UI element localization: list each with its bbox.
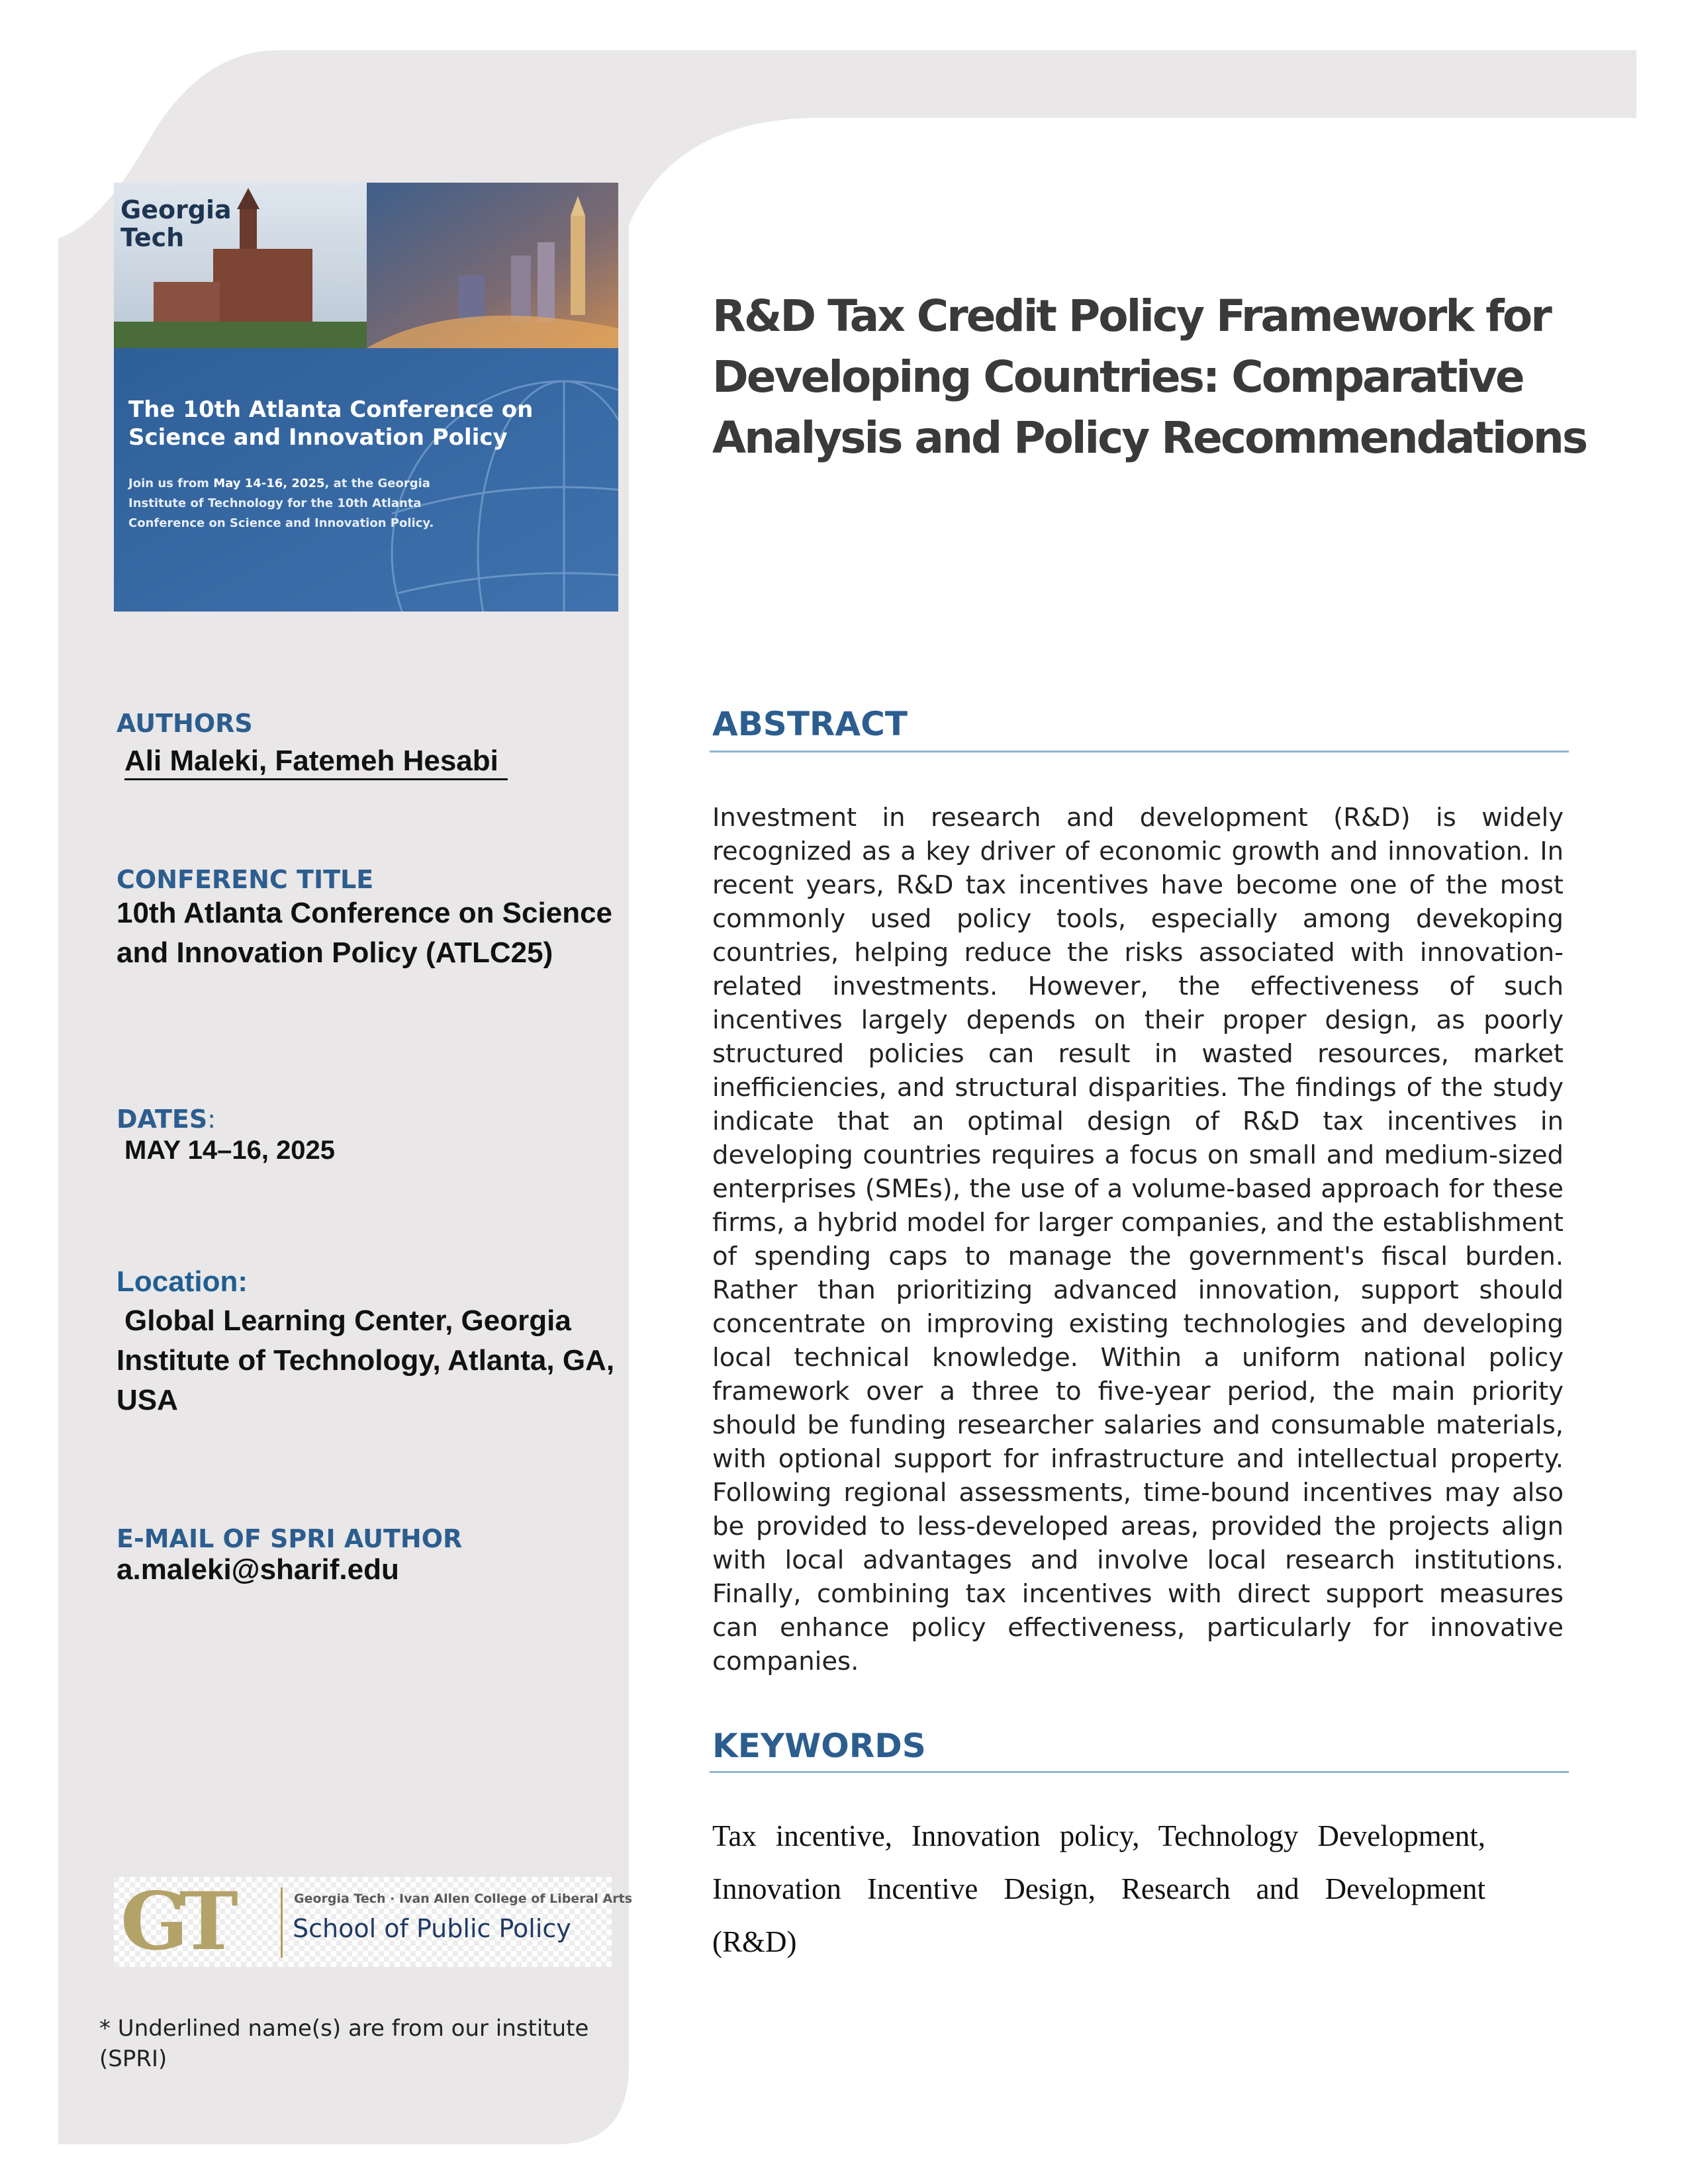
authors-value: Ali Maleki, Fatemeh Hesabi — [124, 744, 508, 780]
dates-label-colon: : — [207, 1105, 216, 1134]
banner-georgia-tech-logo — [120, 196, 253, 251]
dates-label-text: DATES — [117, 1105, 208, 1134]
banner-invitation-suffix: , at the Georgia Institute of Technology for the 10th Atlanta Conference on Science and Innovation Policy. — [128, 477, 434, 530]
keywords-text: Tax incentive, Innovation policy, Technology Development, Innovation Incentive Design, Research and Development (R&D) — [712, 1819, 1485, 1958]
keywords-heading: KEYWORDS — [712, 1727, 926, 1765]
banner-invitation-prefix: Join us from — [128, 477, 214, 490]
keywords-rule — [710, 1771, 1569, 1773]
abstract-heading: ABSTRACT — [712, 705, 908, 743]
banner-logo-line2: Tech — [120, 223, 185, 252]
authors-label: AUTHORS — [117, 709, 253, 738]
gt-monogram-icon: GT — [120, 1875, 229, 1968]
dates-label — [117, 1104, 216, 1134]
logo-divider — [281, 1888, 283, 1958]
abstract-text: Investment in research and development (R&D) is widely recognized as a key driver of economic growth and innovation. In recent years, R&D tax incentives have become one of the most commonly used policy tools, especially among devekoping countries, helping reduce the risks associated with innovation-related investments. However, the effectiveness of such incentives largely depends on their proper design, as poorly structured policies can result in wasted resources, market inefficiencies, and structural disparities. The findings of the study indicate that an optimal design of R&D tax incentives in developing countries requires a focus on small and medium-sized enterprises (SMEs), the use of a volume-based approach for these firms, a hybrid model for larger companies, and the establishment of spending caps to manage the government's fiscal burden. Rather than prioritizing advanced innovation, support should concentrate on improving existing technologies and developing local technical knowledge. Within a uniform national policy framework over a three to five-year period, the main priority should be funding researcher salaries and consumable materials, with optional support for infrastructure and intellectual property. Following regional assessments, time-bound incentives may also be provided to less-developed areas, provided the projects align with local advantages and involve local research institutions. Finally, combining tax incentives with direct support measures can enhance policy effectiveness, particularly for innovative companies. — [712, 803, 1564, 1676]
conference-banner-image — [114, 183, 618, 612]
paper-title: R&D Tax Credit Policy Framework for Developing Countries: Comparative Analysis and Policy Recommendations — [712, 291, 1587, 463]
banner-logo-line1: Georgia — [120, 195, 232, 224]
dates-value: MAY 14–16, 2025 — [124, 1136, 336, 1165]
institute-footnote: * Underlined name(s) are from our institute (SPRI) — [99, 2015, 589, 2072]
banner-conference-title: The 10th Atlanta Conference on Science and Innovation Policy — [128, 396, 534, 451]
email-value: a.maleki@sharif.edu — [117, 1553, 399, 1586]
school-of-public-policy-logo — [114, 1875, 633, 1968]
location-label: Location: — [117, 1265, 248, 1298]
location-value: Global Learning Center, Georgia Institute of Technology, Atlanta, GA, USA — [117, 1304, 615, 1416]
email-label: E-MAIL OF SPRI AUTHOR — [117, 1524, 463, 1553]
banner-invitation-dates: May 14-16, 2025 — [213, 477, 325, 490]
gt-college-line: Georgia Tech · Ivan Allen College of Liberal Arts — [294, 1891, 633, 1906]
abstract-rule — [710, 751, 1569, 752]
conference-title-label: CONFERENC TITLE — [117, 865, 374, 894]
conference-title-value: 10th Atlanta Conference on Science and Innovation Policy (ATLC25) — [117, 897, 613, 969]
banner-invitation-text — [128, 474, 459, 533]
gt-school-line: School of Public Policy — [293, 1914, 571, 1943]
